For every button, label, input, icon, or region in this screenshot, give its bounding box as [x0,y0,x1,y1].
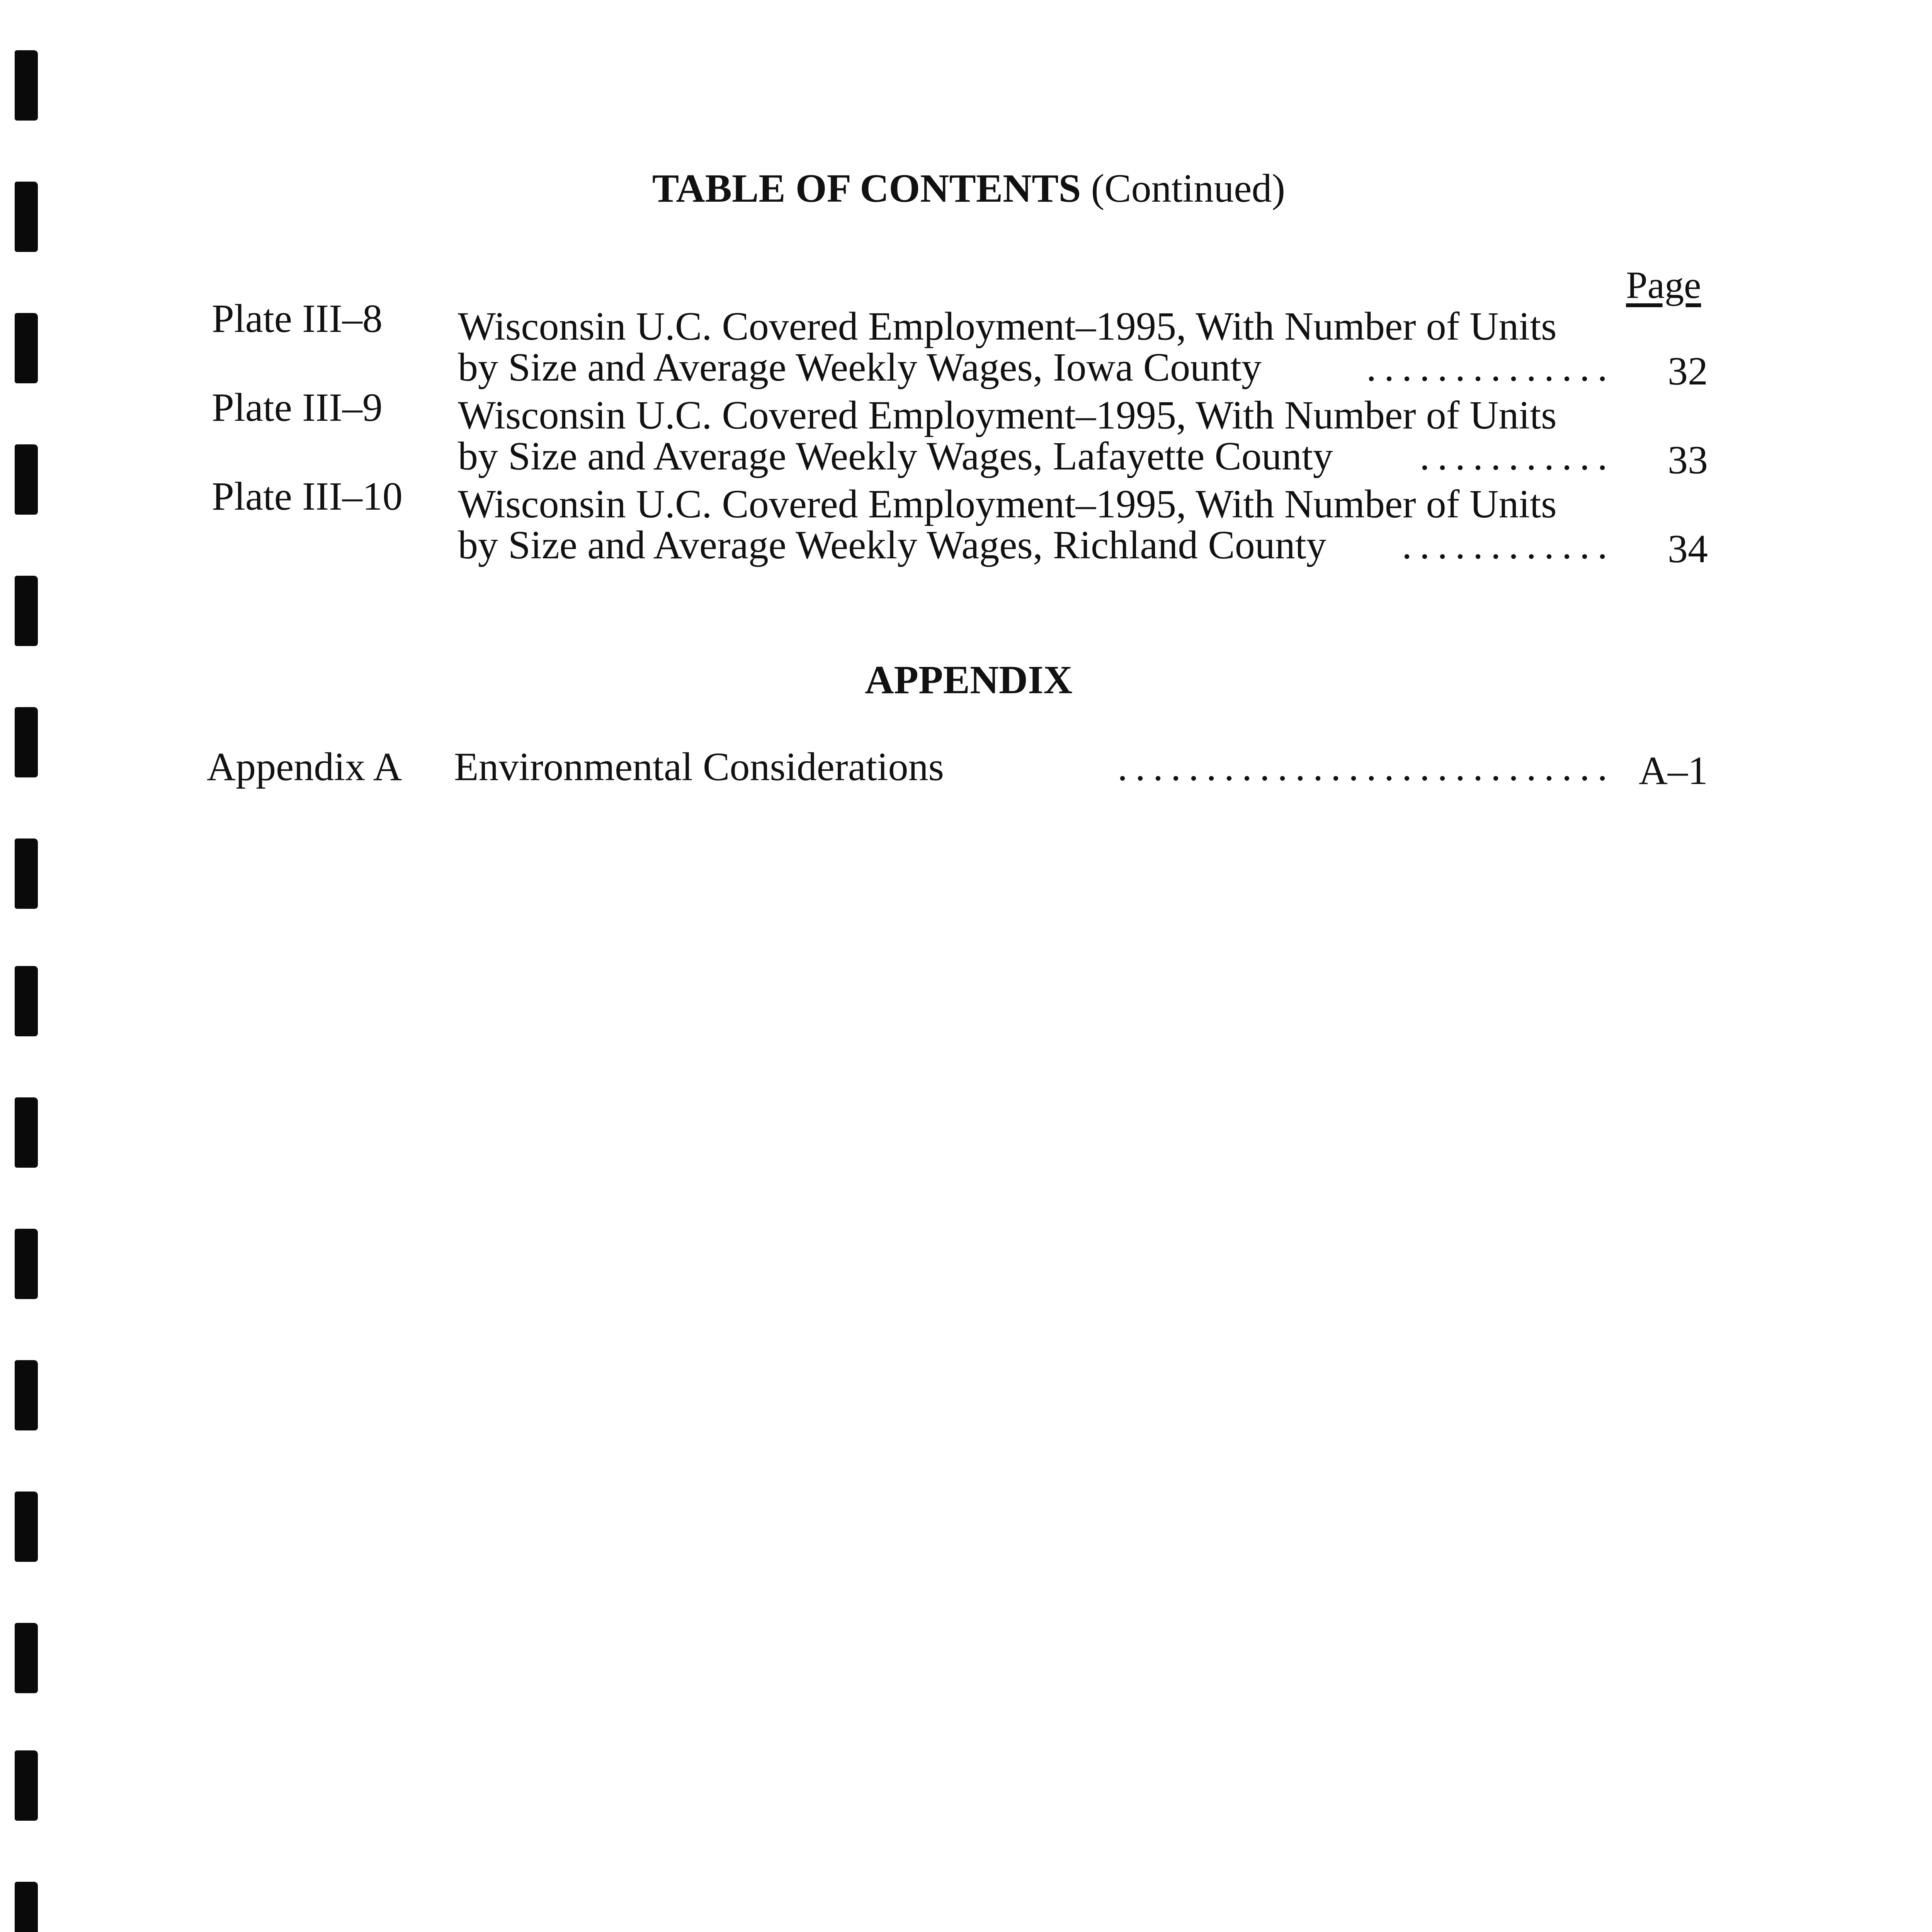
toc-page-number: 33 [1668,438,1708,482]
toc-leader-dots: ............ [1402,524,1615,566]
binding-mark [15,50,38,121]
binding-mark [15,966,38,1036]
toc-entry [0,385,1932,482]
binding-mark [15,1360,38,1430]
toc-page-number: 32 [1668,349,1708,393]
binding-mark [15,1882,38,1932]
toc-leader-dots: ........... [1420,435,1615,478]
toc-entry-label: Plate III–9 [212,385,383,430]
binding-mark [15,1097,38,1168]
page-column-header: Page [1626,264,1701,306]
toc-leader-dots: .............. [1366,346,1615,389]
binding-mark [15,576,38,646]
binding-mark [15,838,38,909]
toc-entry [0,296,1932,393]
toc-entry-title-cont: by Size and Average Weekly Wages, Lafayette County [458,434,1333,478]
appendix-heading: APPENDIX [865,658,1073,702]
toc-entry-title-cont: by Size and Average Weekly Wages, Richland County [458,523,1327,567]
appendix-entry [0,746,1932,796]
toc-entry-title: Wisconsin U.C. Covered Employment–1995, With Number of Units [458,304,1557,349]
title-main: TABLE OF CONTENTS [652,166,1081,211]
binding-mark [15,1229,38,1299]
title-continued: (Continued) [1091,166,1286,211]
page-title [0,165,1932,212]
binding-mark [15,1492,38,1562]
toc-entry [0,474,1932,571]
toc-entry-title-cont: by Size and Average Weekly Wages, Iowa County [458,345,1262,389]
appendix-entry-label: Appendix A [207,745,402,789]
appendix-page-number: A–1 [1638,748,1708,793]
toc-entry-title: Wisconsin U.C. Covered Employment–1995, With Number of Units [458,482,1557,526]
toc-leader-dots: ............................ [1117,746,1615,788]
binding-mark [15,1750,38,1821]
toc-entry-label: Plate III–8 [212,296,383,341]
toc-entry-label: Plate III–10 [212,474,403,519]
binding-mark [15,1623,38,1693]
toc-entry-title: Wisconsin U.C. Covered Employment–1995, With Number of Units [458,393,1557,437]
toc-page-number: 34 [1668,527,1708,571]
appendix-entry-title: Environmental Considerations [454,745,944,789]
